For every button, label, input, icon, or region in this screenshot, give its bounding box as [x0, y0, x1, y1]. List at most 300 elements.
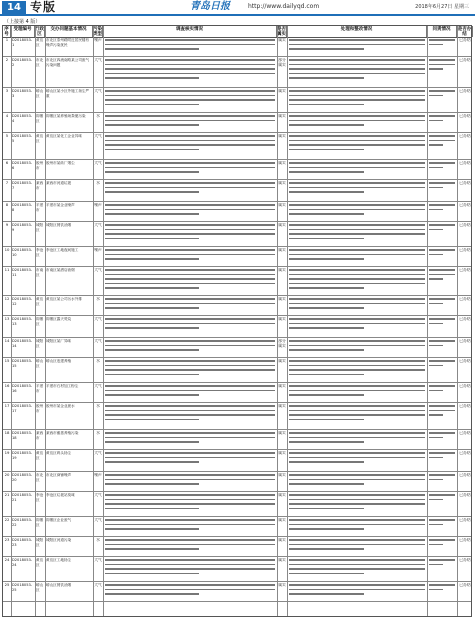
cell-no: 22: [4, 518, 10, 522]
cell-done: 已办结: [459, 451, 471, 455]
paragraph-text-block: [105, 224, 275, 246]
cell-id: D2018053-11: [12, 268, 33, 277]
cell-desc: 李沧区工地夜间施工: [46, 248, 79, 252]
cell-verified: 属实: [278, 384, 286, 388]
cell-type: 大气: [94, 339, 102, 343]
paragraph-text-block: [289, 559, 425, 581]
paragraph-text-block: [429, 135, 455, 159]
table-row: [3, 403, 471, 430]
cell-desc: 即墨区企业废气: [46, 518, 72, 522]
th-district: 行政区: [35, 27, 44, 37]
cell-district: 黄岛区: [36, 297, 44, 306]
cell-verified: 属实: [278, 89, 286, 93]
cell-district: 平度市: [36, 203, 44, 212]
cell-verified: 属实: [278, 248, 286, 252]
cell-desc: 平度市石材加工粉尘: [46, 384, 79, 388]
paragraph-text-block: [289, 204, 425, 221]
cell-no: 18: [4, 431, 10, 435]
cell-desc: 胶州市某企业废水: [46, 404, 75, 408]
cell-done: 已办结: [459, 538, 471, 542]
cell-verified: 属实: [278, 161, 286, 165]
cell-verified: 属实: [278, 134, 286, 138]
paragraph-text-block: [429, 474, 455, 491]
cell-id: D2018053-1: [12, 38, 33, 47]
cell-id: D2018053-12: [12, 297, 33, 306]
header-rule: [0, 14, 475, 16]
cell-done: 已办结: [459, 268, 471, 272]
table-row: [3, 160, 471, 180]
th-done: 是否办结: [457, 27, 472, 37]
cell-no: 2: [5, 58, 9, 62]
cell-no: 13: [4, 317, 10, 321]
cell-id: D2018053-23: [12, 538, 33, 547]
paragraph-text-block: [289, 39, 425, 56]
cell-no: 17: [4, 404, 10, 408]
cell-id: D2018053-21: [12, 493, 33, 502]
cell-district: 市南区: [36, 268, 44, 277]
paragraph-text-block: [289, 90, 425, 112]
cell-id: D2018053-2: [12, 58, 33, 67]
complaint-table: [2, 25, 472, 617]
cell-verified: 属实: [278, 359, 286, 363]
cell-type: 水: [96, 538, 100, 542]
paragraph-text-block: [105, 494, 275, 516]
cell-desc: 崂山区违建养殖: [46, 359, 72, 363]
cell-id: D2018053-16: [12, 384, 33, 393]
cell-no: 15: [4, 359, 10, 363]
cell-desc: 即墨区某养殖场粪便污染: [46, 114, 86, 118]
column-divider: [277, 26, 278, 616]
table-row: [3, 517, 471, 537]
paragraph-text-block: [289, 494, 425, 516]
cell-desc: 平度市某企业噪声: [46, 203, 75, 207]
table-row: [3, 537, 471, 557]
table-row: [3, 582, 471, 602]
cell-district: 即墨区: [36, 114, 44, 123]
cell-id: D2018053-6: [12, 161, 33, 170]
paragraph-text-block: [429, 224, 455, 246]
paragraph-text-block: [105, 115, 275, 132]
cell-district: 黄岛区: [36, 558, 44, 567]
cell-type: 水: [96, 431, 100, 435]
cell-done: 已办结: [459, 38, 471, 42]
table-row: [3, 222, 471, 247]
cell-verified: 属实: [278, 114, 286, 118]
paragraph-text-block: [105, 182, 275, 201]
cell-id: D2018053-14: [12, 339, 33, 348]
paragraph-text-block: [429, 115, 455, 132]
cell-id: D2018053-13: [12, 317, 33, 326]
paragraph-text-block: [429, 298, 455, 315]
cell-done: 已办结: [459, 404, 471, 408]
cell-district: 黄岛区: [36, 38, 44, 47]
cell-verified: 属实: [278, 317, 286, 321]
cell-done: 已办结: [459, 89, 471, 93]
cell-id: D2018053-5: [12, 134, 33, 143]
cell-desc: 即墨区露天焚烧: [46, 317, 72, 321]
cell-no: 6: [5, 161, 9, 165]
paragraph-text-block: [105, 452, 275, 471]
cell-id: D2018053-20: [12, 473, 33, 482]
cell-no: 24: [4, 558, 10, 562]
table-row: [3, 113, 471, 133]
cell-verified: 属实: [278, 518, 286, 522]
th-desc: 交办问题基本情况: [45, 26, 93, 37]
cell-district: 黄岛区: [36, 134, 44, 143]
paragraph-text-block: [105, 39, 275, 56]
cell-done: 已办结: [459, 203, 471, 207]
paragraph-text-block: [429, 539, 455, 556]
table-row: [3, 430, 471, 450]
paragraph-text-block: [105, 162, 275, 179]
cell-verified: 属实: [278, 473, 286, 477]
paragraph-text-block: [105, 298, 275, 315]
table-row: [3, 492, 471, 517]
cell-desc: 莱西市畜禽养殖污染: [46, 431, 79, 435]
column-divider: [45, 26, 46, 616]
cell-no: 7: [5, 181, 9, 185]
table-row: [3, 557, 471, 582]
cell-verified: 属实: [278, 451, 286, 455]
paragraph-text-block: [429, 432, 455, 449]
cell-id: D2018053-22: [12, 518, 33, 527]
cell-desc: 李沧区垃圾站臭味: [46, 493, 75, 497]
page-number: 14: [2, 1, 26, 14]
paragraph-text-block: [105, 340, 275, 357]
th-no: 序号: [3, 26, 11, 37]
paragraph-text-block: [289, 318, 425, 337]
paragraph-text-block: [429, 385, 455, 402]
table-row: [3, 267, 471, 296]
cell-type: 噪声: [94, 203, 102, 207]
cell-no: 19: [4, 451, 10, 455]
cell-verified: 属实: [278, 404, 286, 408]
cell-done: 已办结: [459, 58, 471, 62]
cell-verified: 属实: [278, 493, 286, 497]
cell-done: 已办结: [459, 583, 471, 587]
paragraph-text-block: [429, 559, 455, 581]
cell-done: 已办结: [459, 518, 471, 522]
table-row: [3, 296, 471, 316]
cell-desc: 城阳区河道污染: [46, 538, 72, 542]
paragraph-text-block: [289, 135, 425, 159]
paragraph-text-block: [105, 204, 275, 221]
cell-no: 3: [5, 89, 9, 93]
paragraph-text-block: [429, 162, 455, 179]
paragraph-text-block: [105, 385, 275, 402]
paragraph-text-block: [429, 39, 455, 56]
cell-verified: 属实: [278, 558, 286, 562]
paragraph-text-block: [289, 224, 425, 246]
cell-desc: 莱西市河道垃圾: [46, 181, 72, 185]
paragraph-text-block: [289, 432, 425, 449]
cell-done: 已办结: [459, 431, 471, 435]
paragraph-text-block: [289, 474, 425, 491]
cell-type: 大气: [94, 493, 102, 497]
column-divider: [35, 26, 36, 616]
cell-type: 噪声: [94, 248, 102, 252]
cell-type: 水: [96, 404, 100, 408]
paragraph-text-block: [105, 269, 275, 295]
cell-desc: 城阳区某厂异味: [46, 339, 72, 343]
cell-type: 水: [96, 359, 100, 363]
cell-district: 崂山区: [36, 583, 44, 592]
cell-district: 黄岛区: [36, 451, 44, 460]
cell-verified: 属实: [278, 223, 286, 227]
cell-type: 大气: [94, 384, 102, 388]
table-row: [3, 133, 471, 160]
cell-district: 市北区: [36, 58, 44, 67]
paragraph-text-block: [289, 584, 425, 601]
cell-id: D2018053-15: [12, 359, 33, 368]
cell-district: 城阳区: [36, 223, 44, 232]
cell-district: 即墨区: [36, 317, 44, 326]
paragraph-text-block: [429, 182, 455, 201]
newspaper-logo: 青岛日报: [190, 1, 230, 12]
paragraph-text-block: [105, 519, 275, 536]
table-row: [3, 57, 471, 88]
table-row: [3, 450, 471, 472]
cell-verified: 属实: [278, 297, 286, 301]
cell-desc: 黄岛区某公司污水外排: [46, 297, 82, 301]
paragraph-text-block: [289, 115, 425, 132]
paragraph-text-block: [429, 494, 455, 516]
paragraph-text-block: [105, 135, 275, 159]
cell-district: 城阳区: [36, 339, 44, 348]
cell-type: 大气: [94, 268, 102, 272]
paragraph-text-block: [105, 360, 275, 382]
paragraph-text-block: [429, 340, 455, 357]
paragraph-text-block: [289, 162, 425, 179]
cell-id: D2018053-10: [12, 248, 33, 257]
cell-id: D2018053-7: [12, 181, 33, 190]
cell-id: D2018053-3: [12, 89, 33, 98]
paragraph-text-block: [105, 539, 275, 556]
table-row: [3, 88, 471, 113]
cell-verified: 属实: [278, 431, 286, 435]
cell-id: D2018053-8: [12, 203, 33, 212]
cell-no: 1: [5, 38, 9, 42]
cell-district: 莱西市: [36, 181, 44, 190]
cell-desc: 黄岛区码头扬尘: [46, 451, 72, 455]
column-divider: [287, 26, 288, 616]
cell-done: 已办结: [459, 223, 471, 227]
cell-district: 市北区: [36, 473, 44, 482]
paragraph-text-block: [289, 340, 425, 357]
cell-id: D2018053-25: [12, 583, 33, 592]
table-row: [3, 383, 471, 403]
site-url[interactable]: http://www.dailyqd.com: [248, 3, 320, 10]
continued-note: （上接第 4 版）: [4, 19, 41, 25]
table-row: [3, 37, 471, 57]
cell-id: D2018053-9: [12, 223, 33, 232]
th-type: 污染类型: [93, 27, 102, 37]
cell-district: 平度市: [36, 384, 44, 393]
cell-desc: 胶州市某砖厂烟尘: [46, 161, 75, 165]
cell-done: 已办结: [459, 297, 471, 301]
th-verify: 调查核实情况: [103, 26, 277, 37]
cell-desc: 崂山区餐饮油烟: [46, 583, 72, 587]
cell-no: 11: [4, 268, 10, 272]
cell-no: 16: [4, 384, 10, 388]
cell-id: D2018053-17: [12, 404, 33, 413]
paragraph-text-block: [429, 204, 455, 221]
issue-date: 2018年6月27日 星期三: [415, 4, 469, 10]
cell-type: 水: [96, 181, 100, 185]
paragraph-text-block: [105, 584, 275, 601]
cell-done: 已办结: [459, 134, 471, 138]
cell-no: 4: [5, 114, 9, 118]
cell-type: 噪声: [94, 473, 102, 477]
paragraph-text-block: [429, 318, 455, 337]
cell-type: 噪声: [94, 38, 102, 42]
cell-district: 崂山区: [36, 89, 44, 98]
cell-type: 大气: [94, 518, 102, 522]
cell-verified: 部分属实: [278, 58, 286, 67]
cell-district: 崂山区: [36, 359, 44, 368]
cell-no: 25: [4, 583, 10, 587]
paragraph-text-block: [105, 474, 275, 491]
cell-no: 10: [4, 248, 10, 252]
paragraph-text-block: [105, 249, 275, 266]
cell-no: 8: [5, 203, 9, 207]
th-handle: 处理和整改情况: [287, 26, 427, 37]
cell-type: 大气: [94, 317, 102, 321]
cell-district: 莱西市: [36, 431, 44, 440]
cell-desc: 崂山区某小区外施工扬尘严重: [46, 89, 90, 98]
cell-type: 水: [96, 114, 100, 118]
cell-desc: 市南区某酒店油烟: [46, 268, 75, 272]
cell-type: 大气: [94, 583, 102, 587]
cell-desc: 市北区泰州路附近居民楼有噪声污染扰民: [46, 38, 90, 47]
cell-done: 已办结: [459, 161, 471, 165]
column-divider: [93, 26, 94, 616]
column-divider: [11, 26, 12, 616]
paragraph-text-block: [289, 452, 425, 471]
cell-type: 大气: [94, 134, 102, 138]
paragraph-text-block: [429, 269, 455, 295]
paragraph-text-block: [289, 59, 425, 87]
cell-district: 李沧区: [36, 493, 44, 502]
cell-verified: 属实: [278, 268, 286, 272]
cell-verified: 属实: [278, 583, 286, 587]
cell-desc: 市北区四流南路某公司废气污染问题: [46, 58, 90, 67]
paragraph-text-block: [289, 539, 425, 556]
cell-district: 即墨区: [36, 518, 44, 527]
paragraph-text-block: [289, 360, 425, 382]
cell-desc: 城阳区餐饮油烟: [46, 223, 72, 227]
cell-done: 已办结: [459, 339, 471, 343]
cell-done: 已办结: [459, 558, 471, 562]
paragraph-text-block: [429, 405, 455, 429]
cell-id: D2018053-24: [12, 558, 33, 567]
cell-id: D2018053-19: [12, 451, 33, 460]
cell-no: 9: [5, 223, 9, 227]
paragraph-text-block: [105, 90, 275, 112]
paragraph-text-block: [105, 432, 275, 449]
th-account: 问责情况: [427, 26, 457, 37]
cell-done: 已办结: [459, 181, 471, 185]
paragraph-text-block: [105, 318, 275, 337]
cell-district: 胶州市: [36, 404, 44, 413]
paragraph-text-block: [289, 269, 425, 295]
cell-verified: 部分属实: [278, 339, 286, 348]
paragraph-text-block: [289, 519, 425, 536]
paragraph-text-block: [429, 249, 455, 266]
cell-id: D2018053-18: [12, 431, 33, 440]
cell-verified: 属实: [278, 38, 286, 42]
paragraph-text-block: [429, 59, 455, 87]
cell-type: 大气: [94, 89, 102, 93]
cell-done: 已办结: [459, 384, 471, 388]
cell-done: 已办结: [459, 317, 471, 321]
cell-done: 已办结: [459, 359, 471, 363]
cell-type: 大气: [94, 223, 102, 227]
cell-id: D2018053-4: [12, 114, 33, 123]
table-row: [3, 202, 471, 222]
cell-verified: 属实: [278, 181, 286, 185]
paragraph-text-block: [429, 360, 455, 382]
paragraph-text-block: [105, 59, 275, 87]
paragraph-text-block: [105, 405, 275, 429]
cell-type: 大气: [94, 558, 102, 562]
paragraph-text-block: [429, 90, 455, 112]
cell-type: 水: [96, 297, 100, 301]
cell-done: 已办结: [459, 473, 471, 477]
cell-desc: 市北区商铺噪声: [46, 473, 72, 477]
cell-type: 大气: [94, 58, 102, 62]
cell-district: 胶州市: [36, 161, 44, 170]
cell-district: 李沧区: [36, 248, 44, 257]
cell-desc: 黄岛区工地扬尘: [46, 558, 72, 562]
table-row: [3, 247, 471, 267]
cell-desc: 黄岛区某化工企业异味: [46, 134, 82, 138]
section-title: 专版: [30, 0, 57, 14]
column-divider: [457, 26, 458, 616]
th-true: 是否属实: [277, 27, 286, 37]
cell-no: 23: [4, 538, 10, 542]
paragraph-text-block: [289, 385, 425, 402]
cell-district: 城阳区: [36, 538, 44, 547]
cell-type: 大气: [94, 451, 102, 455]
paragraph-text-block: [105, 559, 275, 581]
column-divider: [427, 26, 428, 616]
cell-type: 大气: [94, 161, 102, 165]
cell-done: 已办结: [459, 493, 471, 497]
paragraph-text-block: [429, 584, 455, 601]
table-row: [3, 358, 471, 383]
masthead: [0, 0, 475, 14]
cell-done: 已办结: [459, 248, 471, 252]
cell-no: 20: [4, 473, 10, 477]
cell-verified: 属实: [278, 203, 286, 207]
cell-no: 5: [5, 134, 9, 138]
column-divider: [103, 26, 104, 616]
cell-no: 21: [4, 493, 10, 497]
paragraph-text-block: [289, 182, 425, 201]
cell-no: 14: [4, 339, 10, 343]
table-row: [3, 316, 471, 338]
table-row: [3, 338, 471, 358]
table-row: [3, 472, 471, 492]
table-row: [3, 180, 471, 202]
cell-no: 12: [4, 297, 10, 301]
paragraph-text-block: [289, 298, 425, 315]
th-id: 受理编号: [11, 26, 35, 37]
cell-done: 已办结: [459, 114, 471, 118]
paragraph-text-block: [289, 249, 425, 266]
cell-verified: 属实: [278, 538, 286, 542]
